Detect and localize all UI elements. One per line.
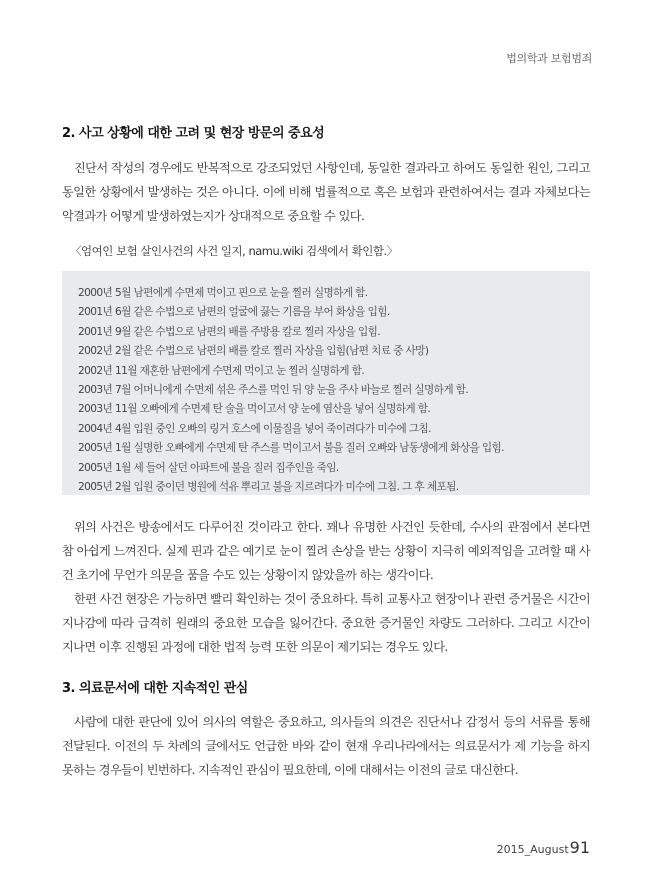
- box-caption: 〈엄여인 보험 살인사건의 사건 일지, namu.wiki 검색에서 확인함.〉: [70, 244, 398, 258]
- section-3-paragraph: [62, 710, 590, 782]
- section-2-after-paragraph-1: [62, 515, 590, 587]
- event-item: 2005년 1월 세 들어 살던 아파트에 불을 질러 집주인을 죽임.: [78, 461, 339, 474]
- event-item: 2000년 5월 남편에게 수면제 먹이고 핀으로 눈을 찔러 실명하게 함.: [78, 287, 368, 299]
- event-item: 2002년 2월 같은 수법으로 남편의 배를 칼로 찔러 자상을 입힘(남편 치료 중 사망): [78, 345, 429, 358]
- section-2-after-text-1: 위의 사건은 방송에서도 다루어진 것이라고 한다. 꽤나 유명한 사건인 듯한데, 수사의 관점에서 본다면 참 아쉽게 느껴진다. 실제 핀과 같은 예기로 눈이 찔려 손상을 받는 상황이 지극히 예외적임을 고려할 때 사건 초기에 무언가 의문을 품을 수도 있는 상황이지 않았을까 하는 생각이다.: [62, 520, 590, 582]
- running-header: 법의학과 보험범죄: [506, 52, 592, 65]
- page-footer: [497, 838, 590, 857]
- event-item: 2001년 6월 같은 수법으로 남편의 얼굴에 끓는 기름을 부어 화상을 입힘.: [78, 306, 390, 319]
- event-item: 2003년 11월 오빠에게 수면제 탄 술을 먹이고서 양 눈에 염산을 넣어 실명하게 함.: [78, 403, 431, 416]
- event-list: [78, 284, 590, 497]
- section-2-intro-text: 진단서 작성의 경우에도 반복적으로 강조되었던 사항인데, 동일한 결과라고 하여도 동일한 원인, 그리고 동일한 상황에서 발생하는 것은 아니다. 이에 비해 법률적으로 혹은 보험과 관련하여서는 결과 자체보다는 악결과가 어떻게 발생하였는지가 상대적으로 중요할 수 있다.: [62, 161, 590, 223]
- event-item: 2001년 9월 같은 수법으로 남편의 배를 주방용 칼로 찔러 자상을 입힘.: [78, 325, 380, 338]
- event-item: 2005년 1월 실명한 오빠에게 수면제 탄 주스를 먹이고서 불을 질러 오빠와 남동생에게 화상을 입힘.: [78, 442, 504, 455]
- event-item: 2003년 7월 어머니에게 수면제 섞은 주스를 먹인 뒤 양 눈을 주사 바늘로 찔러 실명하게 함.: [78, 384, 469, 397]
- event-item: 2005년 2월 입원 중이던 병원에 석유 뿌리고 불을 지르려다가 미수에 그침. 그 후 체포됨.: [78, 481, 459, 494]
- event-item: 2002년 11월 재혼한 남편에게 수면제 먹이고 눈 찔러 실명하게 함.: [78, 364, 365, 377]
- section-2-title: 2. 사고 상황에 대한 고려 및 현장 방문의 중요성: [62, 126, 325, 141]
- event-item: 2004년 4월 입원 중인 오빠의 링거 호스에 이물질을 넣어 죽이려다가 미수에 그침.: [78, 422, 431, 435]
- page-number: 91: [569, 838, 590, 857]
- section-3-text: 사람에 대한 판단에 있어 의사의 역할은 중요하고, 의사들의 의견은 진단서나 감정서 등의 서류를 통해 전달된다. 이전의 두 차례의 글에서도 언급한 바와 같이 현재 우리나라에서는 의료문서가 제 기능을 하지 못하는 경우들이 빈번하다. 지속적인 관심이 필요한데, 이에 대해서는 이전의 글로 대신한다.: [62, 715, 590, 777]
- section-3-title: 3. 의료문서에 대한 지속적인 관심: [62, 681, 248, 696]
- section-2-after-paragraph-2: [62, 587, 590, 659]
- event-timeline-box: [62, 271, 590, 495]
- section-2-intro-paragraph: [62, 156, 590, 228]
- issue-label: 2015_August: [496, 843, 569, 856]
- section-2-after-text-2: 한편 사건 현장은 가능하면 빨리 확인하는 것이 중요하다. 특히 교통사고 현장이나 관련 증거물은 시간이 지나감에 따라 급격히 원래의 중요한 모습을 잃어간다. 중요한 증거물인 차량도 그러하다. 그리고 시간이 지나면 이후 진행된 과정에 대한 법적 능력 또한 의문이 제기되는 경우도 있다.: [62, 592, 590, 654]
